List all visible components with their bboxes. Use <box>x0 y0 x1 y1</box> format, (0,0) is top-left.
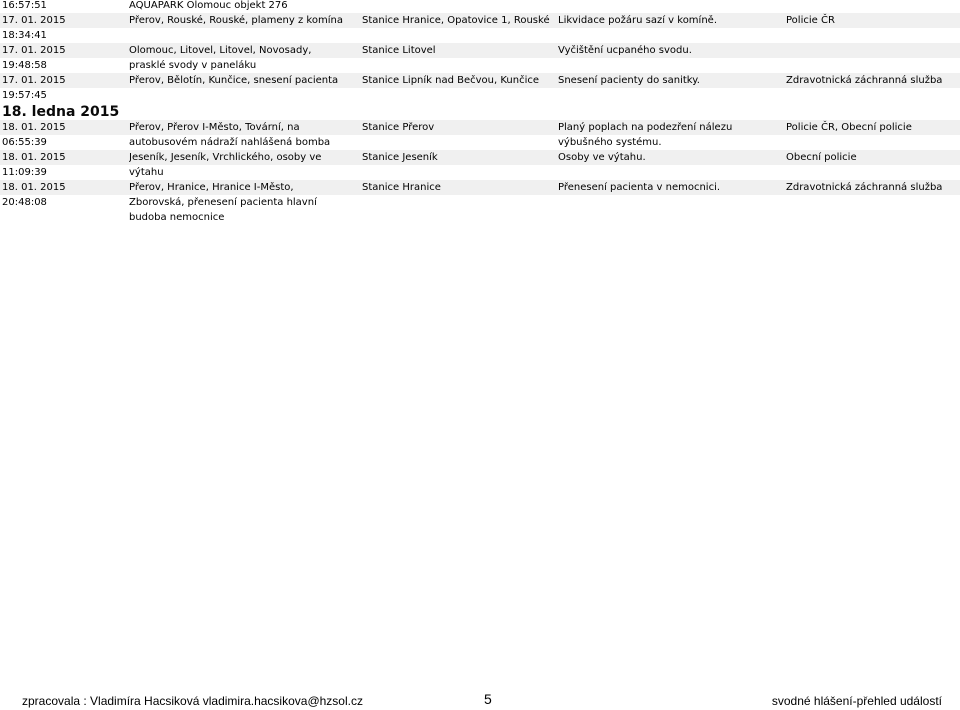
table-row <box>0 135 960 150</box>
record-datetime: 18. 01. 2015 <box>2 182 66 193</box>
record-description: výbušného systému. <box>558 137 662 148</box>
record-datetime: 20:48:08 <box>2 197 47 208</box>
table-row <box>0 88 960 103</box>
record-datetime: 16:57:51 <box>2 0 47 11</box>
record-location: Přerov, Přerov I-Město, Tovární, na <box>129 122 300 133</box>
record-location: budoba nemocnice <box>129 212 225 223</box>
table-row <box>0 0 960 13</box>
table-row <box>0 13 960 28</box>
table-row <box>0 165 960 180</box>
footer-author: zpracovala : Vladimíra Hacsiková vladimira.hacsikova@hzsol.cz <box>22 694 363 708</box>
record-description: Planý poplach na podezření nálezu <box>558 122 733 133</box>
table-row <box>0 180 960 195</box>
record-location: výtahu <box>129 167 164 178</box>
footer-page-number: 5 <box>484 691 492 707</box>
record-datetime: 11:09:39 <box>2 167 47 178</box>
table-row <box>0 195 960 210</box>
record-unit: Stanice Přerov <box>362 122 435 133</box>
table-row <box>0 73 960 88</box>
record-datetime: 06:55:39 <box>2 137 47 148</box>
record-other-agencies: Zdravotnická záchranná služba <box>786 75 943 86</box>
table-row <box>0 120 960 135</box>
record-location: AQUAPARK Olomouc objekt 276 <box>129 0 288 11</box>
table-row <box>0 58 960 73</box>
record-other-agencies: Policie ČR <box>786 15 835 26</box>
record-location: autobusovém nádraží nahlášená bomba <box>129 137 331 148</box>
record-datetime: 18. 01. 2015 <box>2 122 66 133</box>
record-other-agencies: Zdravotnická záchranná služba <box>786 182 943 193</box>
record-description: Osoby ve výtahu. <box>558 152 646 163</box>
table-row <box>0 210 960 225</box>
record-datetime: 19:57:45 <box>2 90 47 101</box>
record-location: Jeseník, Jeseník, Vrchlického, osoby ve <box>129 152 322 163</box>
record-other-agencies: Obecní policie <box>786 152 857 163</box>
day-heading: 18. ledna 2015 <box>2 104 120 120</box>
record-datetime: 17. 01. 2015 <box>2 45 66 56</box>
record-description: Snesení pacienty do sanitky. <box>558 75 700 86</box>
record-unit: Stanice Lipník nad Bečvou, Kunčice <box>362 75 540 86</box>
record-datetime: 18:34:41 <box>2 30 47 41</box>
record-location: prasklé svody v paneláku <box>129 60 257 71</box>
record-unit: Stanice Jeseník <box>362 152 438 163</box>
record-datetime: 17. 01. 2015 <box>2 75 66 86</box>
table-row <box>0 150 960 165</box>
record-description: Přenesení pacienta v nemocnici. <box>558 182 721 193</box>
record-description: Likvidace požáru sazí v komíně. <box>558 15 717 26</box>
record-location: Olomouc, Litovel, Litovel, Novosady, <box>129 45 312 56</box>
record-datetime: 17. 01. 2015 <box>2 15 66 26</box>
record-datetime: 18. 01. 2015 <box>2 152 66 163</box>
record-description: Vyčištění ucpaného svodu. <box>558 45 692 56</box>
record-unit: Stanice Hranice, Opatovice 1, Rouské <box>362 15 550 26</box>
record-location: Přerov, Hranice, Hranice I-Město, <box>129 182 294 193</box>
record-location: Přerov, Bělotín, Kunčice, snesení pacienta <box>129 75 339 86</box>
footer-document-title: svodné hlášení-přehled událostí <box>771 694 942 708</box>
record-location: Přerov, Rouské, Rouské, plameny z komína <box>129 15 343 26</box>
record-unit: Stanice Hranice <box>362 182 441 193</box>
record-location: Zborovská, přenesení pacienta hlavní <box>129 197 317 208</box>
table-row <box>0 43 960 58</box>
record-datetime: 19:48:58 <box>2 60 47 71</box>
record-unit: Stanice Litovel <box>362 45 436 56</box>
record-other-agencies: Policie ČR, Obecní policie <box>786 122 912 133</box>
table-row <box>0 28 960 43</box>
